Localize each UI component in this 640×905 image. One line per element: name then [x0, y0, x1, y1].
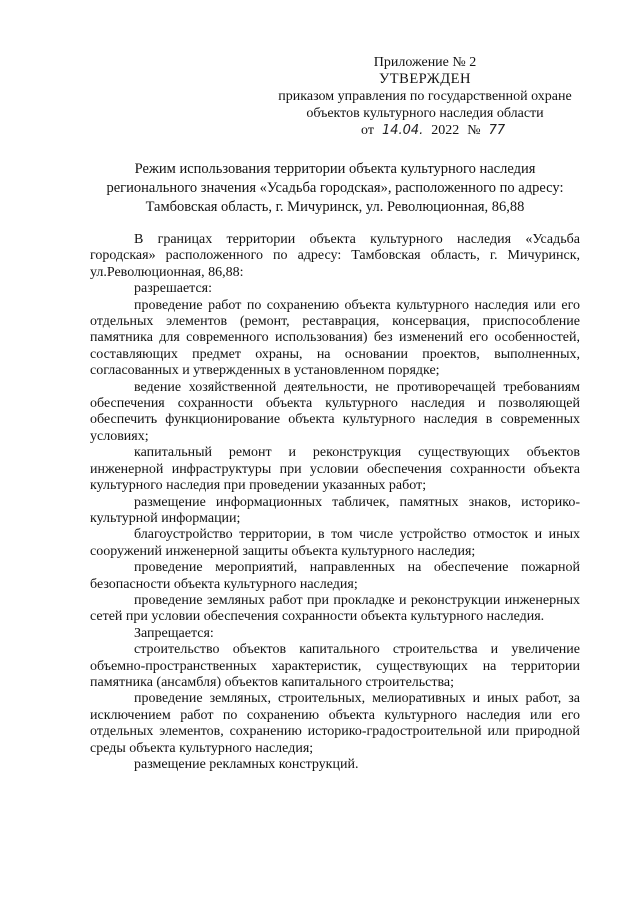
forbidden-heading: Запрещается: [134, 625, 214, 641]
allowed-heading: разрешается: [134, 281, 212, 297]
title-line-1: Режим использования территории объекта культурного наследия [134, 161, 536, 177]
order-line-1: приказом управления по государственной охране [278, 89, 572, 104]
order-date-line [266, 122, 584, 139]
title-line-2: регионального значения «Усадьба городская», расположенного по адресу: [106, 180, 564, 196]
date-prefix: от [361, 123, 374, 138]
allowed-item: капитальный ремонт и реконструкция существующих объектов инженерной инфраструктуры при условии обеспечения сохранности объекта культурного наследия при проведении указанных работ; [90, 445, 580, 494]
allowed-item: ведение хозяйственной деятельности, не противоречащей требованиям обеспечения сохранности объекта культурного наследия и позволяющей обеспечить функционирование объекта культурного наследия в современных условиях; [90, 379, 580, 444]
approved-stamp-text: УТВЕРЖДЕН [379, 71, 471, 87]
forbidden-item: строительство объектов капитального строительства и увеличение объемно-пространственных характеристик, существующих на территории памятника (ансамбля) объектов капитального строительства; [90, 642, 580, 690]
forbidden-item: проведение земляных, строительных, мелиоративных и иных работ, за исключением работ по сохранению объекта культурного наследия или его отдельных элементов, сохранению историко-градостроительной или природной среды объекта культурного наследия; [90, 691, 580, 756]
date-year: 2022 [431, 123, 460, 138]
allowed-item: проведение земляных работ при прокладке и реконструкции инженерных сетей при условии обеспечения сохранности объекта культурного наследия. [90, 592, 580, 625]
number-prefix: № [467, 123, 481, 138]
order-line-2: объектов культурного наследия области [306, 106, 544, 121]
allowed-item: проведение работ по сохранению объекта культурного наследия или его отдельных элементов (ремонт, реставрация, консервация, приспособление памятника для современного использования) без изменений его особенностей, составляющих предмет охраны, на основании проектов, выполненных, согласованных и утвержденных в установленном порядке; [90, 297, 580, 379]
appendix-label: Приложение № 2 [373, 55, 477, 70]
document-title [100, 160, 570, 217]
handwritten-date: 14.04. [381, 123, 424, 138]
title-line-3: Тамбовская область, г. Мичуринск, ул. Революционная, 86,88 [145, 199, 525, 215]
intro-paragraph: В границах территории объекта культурного наследия «Усадьба городская» расположенного по адресу: Тамбовская область, г. Мичуринск, ул.Революционная, 86,88: [90, 232, 580, 280]
allowed-item: проведение мероприятий, направленных на обеспечение пожарной безопасности объекта культурного наследия; [90, 560, 580, 592]
approval-header [266, 54, 584, 139]
document-body [90, 232, 580, 773]
allowed-item: благоустройство территории, в том числе устройство отмосток и иных сооружений инженерной защиты объекта культурного наследия; [90, 527, 580, 559]
handwritten-number: 77 [488, 123, 506, 138]
forbidden-item: размещение рекламных конструкций. [134, 757, 359, 772]
allowed-item: размещение информационных табличек, памятных знаков, историко-культурной информации; [90, 494, 580, 526]
